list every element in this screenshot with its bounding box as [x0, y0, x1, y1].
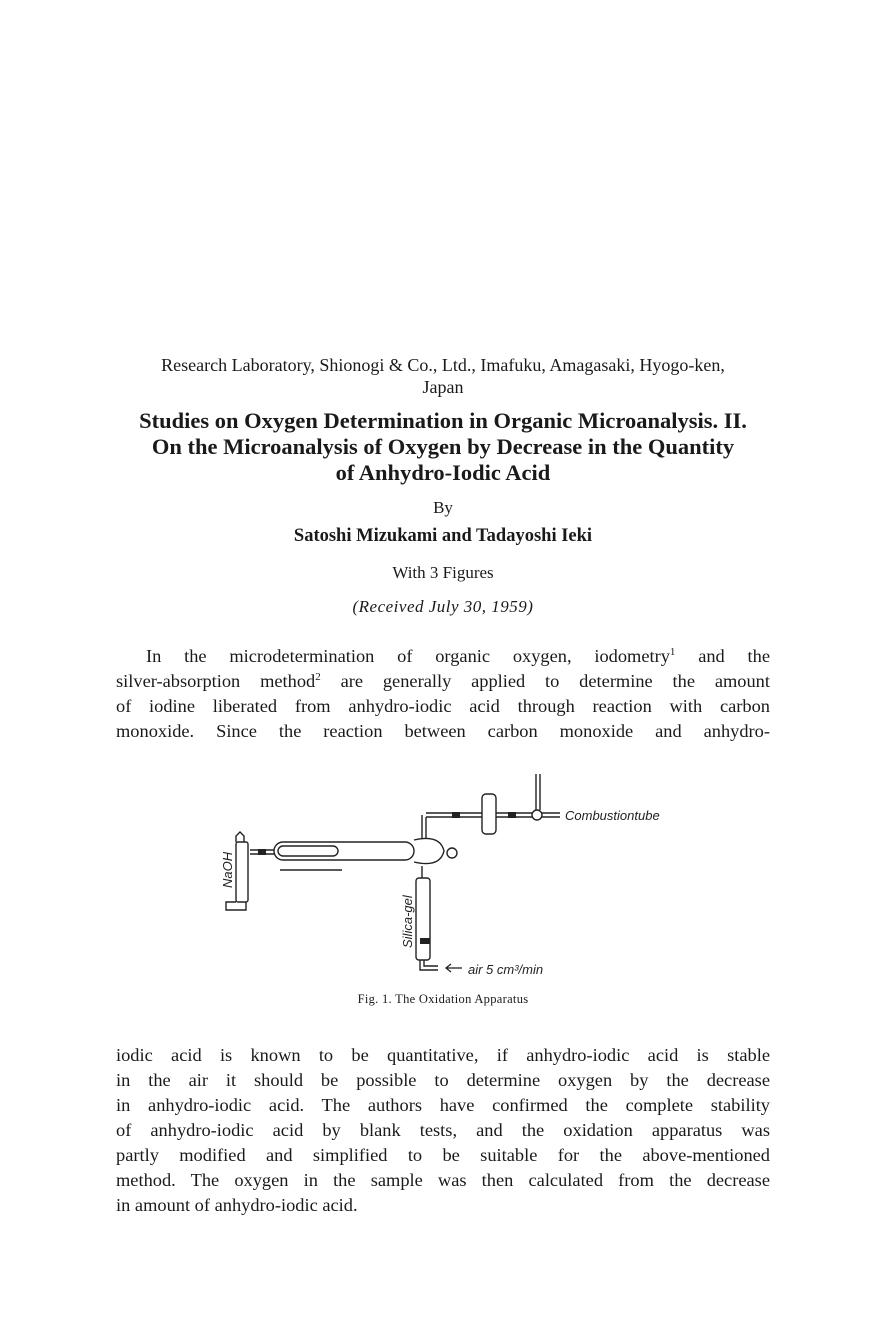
paragraph-2-line: partly modified and simplified to be suitable for the above-mentioned: [116, 1145, 770, 1165]
paragraph-1-line: monoxide. Since the reaction between carbon monoxide and anhydro-: [116, 721, 770, 741]
paragraph-2-line: of anhydro-iodic acid by blank tests, and the oxidation apparatus was: [116, 1120, 770, 1140]
air-arrow: [446, 964, 462, 972]
label-air-flow: air 5 cm³/min: [468, 962, 544, 977]
paragraph-1-line: In the microdetermination of organic oxygen, iodometry$^1$ and the: [146, 645, 770, 666]
apparatus-drawing: [226, 774, 560, 970]
paragraph-2-line: in amount of anhydro-iodic acid.: [116, 1195, 358, 1215]
label-combustion-tube: Combustiontube: [565, 808, 660, 823]
label-silica-gel: Silica-gel: [400, 895, 415, 948]
title-line-2: On the Microanalysis of Oxygen by Decrease in the Quantity: [151, 434, 735, 459]
footnote-ref-1: 1: [669, 645, 676, 658]
received-date: (Received July 30, 1959): [352, 597, 534, 616]
paragraph-2-line: in anhydro-iodic acid. The authors have confirmed the complete stability: [116, 1095, 770, 1115]
authors: Satoshi Mizukami and Tadayoshi Ieki: [293, 526, 593, 546]
affiliation-line-2: Japan: [422, 377, 464, 397]
affiliation-line-1: Research Laboratory, Shionogi & Co., Ltd., Imafuku, Amagasaki, Hyogo-ken,: [161, 355, 725, 375]
oxidation-apparatus-figure: [190, 770, 690, 985]
paragraph-2: [116, 1043, 770, 1218]
title-line-1: Studies on Oxygen Determination in Organic Microanalysis. II.: [139, 408, 747, 433]
paragraph-1-line: silver-absorption method$^2$ are generally applied to determine the amount: [116, 670, 770, 691]
by-label: By: [433, 498, 453, 517]
paper-title: [108, 408, 778, 486]
footnote-ref-2: 2: [315, 670, 321, 683]
paragraph-1-line: of iodine liberated from anhydro-iodic acid through reaction with carbon: [116, 696, 770, 716]
affiliation: [110, 354, 776, 398]
paragraph-2-line: iodic acid is known to be quantitative, if anhydro-iodic acid is stable: [116, 1045, 770, 1065]
apparatus-joints: [258, 812, 516, 944]
paragraph-1: [116, 644, 770, 744]
label-naoh: NaOH: [220, 851, 235, 888]
paragraph-2-line: in the air it should be possible to determine oxygen by the decrease: [116, 1070, 770, 1090]
with-figures-note: With 3 Figures: [392, 563, 494, 582]
title-line-3: of Anhydro-Iodic Acid: [335, 460, 551, 485]
paragraph-2-line: method. The oxygen in the sample was then calculated from the decrease: [116, 1170, 770, 1190]
figure-caption: Fig. 1. The Oxidation Apparatus: [357, 992, 529, 1006]
